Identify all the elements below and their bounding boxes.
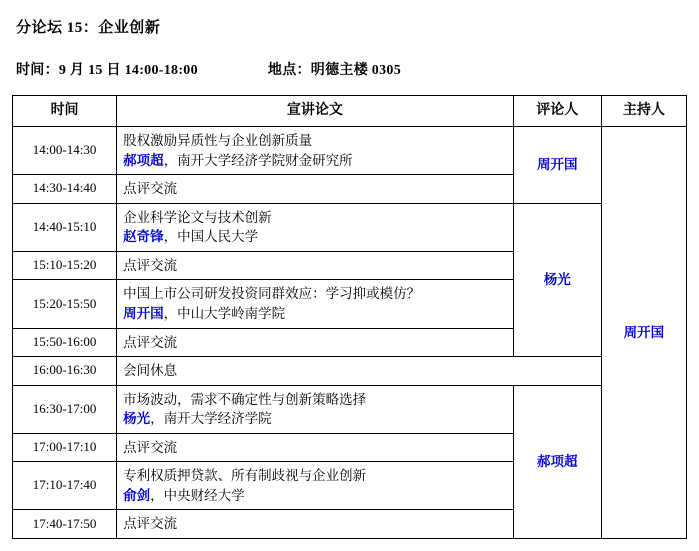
cell-time: 14:30-14:40 [13,175,117,204]
paper-title: 专利权质押贷款、所有制歧视与企业创新 [123,468,367,484]
author-name: 赵奇锋 [123,229,164,245]
author-name: 周开国 [123,305,164,321]
table-row [13,357,687,386]
cell-time: 17:40-17:50 [13,510,117,539]
header-time: 时间 [13,96,117,127]
header-discussant: 评论人 [513,96,601,127]
page-title: 分论坛 15：企业创新 [16,20,161,36]
session-place: 地点：明德主楼 0305 [267,63,401,78]
table-row [13,385,687,433]
cell-discussant: 杨光 [513,203,601,356]
session-time: 时间：9 月 15 日 14:00-18:00 [16,63,198,78]
author-affiliation: ，南开大学经济学院 [150,411,272,427]
paper-author [123,409,507,429]
author-affiliation: ，中央财经大学 [150,487,245,503]
cell-note: 点评交流 [117,510,514,539]
table-row [13,203,687,251]
author-name: 郝项超 [123,152,164,168]
table-header-row [13,96,687,127]
paper-author [123,151,507,171]
cell-note: 点评交流 [117,251,514,280]
cell-note: 点评交流 [117,328,514,357]
table-row [13,127,687,175]
cell-chair: 周开国 [601,127,686,539]
cell-time: 14:40-15:10 [13,203,117,251]
cell-note: 会间休息 [117,357,602,386]
cell-time: 16:30-17:00 [13,385,117,433]
author-name: 俞剑 [123,487,151,503]
cell-paper [117,127,514,175]
author-affiliation: ，中国人民大学 [163,229,259,245]
cell-paper [117,203,514,251]
cell-note: 点评交流 [117,433,514,462]
paper-author [123,486,507,506]
schedule-table [12,95,687,539]
cell-paper [117,462,514,510]
cell-time: 16:00-16:30 [13,357,117,386]
cell-time: 15:20-15:50 [13,280,117,328]
paper-title: 股权激励异质性与企业创新质量 [123,133,313,148]
header-paper: 宣讲论文 [117,96,514,127]
header-chair: 主持人 [601,96,686,127]
cell-time: 15:50-16:00 [13,328,117,357]
cell-time: 14:00-14:30 [13,127,117,175]
cell-time: 17:00-17:10 [13,433,117,462]
paper-title: 企业科学论文与技术创新 [123,209,272,225]
cell-time: 17:10-17:40 [13,462,117,510]
paper-title: 中国上市公司研发投资同群效应：学习抑或模仿？ [123,286,421,302]
cell-note: 点评交流 [117,175,514,204]
paper-author [123,304,507,324]
cell-time: 15:10-15:20 [13,251,117,280]
paper-title: 市场波动，需求不确定性与创新策略选择 [123,391,367,407]
paper-author [123,227,507,247]
cell-discussant: 周开国 [513,127,601,204]
cell-discussant: 郝项超 [513,385,601,538]
session-meta [16,59,687,79]
cell-paper [117,280,514,328]
author-affiliation: ，中山大学岭南学院 [163,305,286,321]
author-name: 杨光 [123,411,151,427]
cell-paper [117,385,514,433]
author-affiliation: ，南开大学经济学院财金研究所 [163,152,353,168]
